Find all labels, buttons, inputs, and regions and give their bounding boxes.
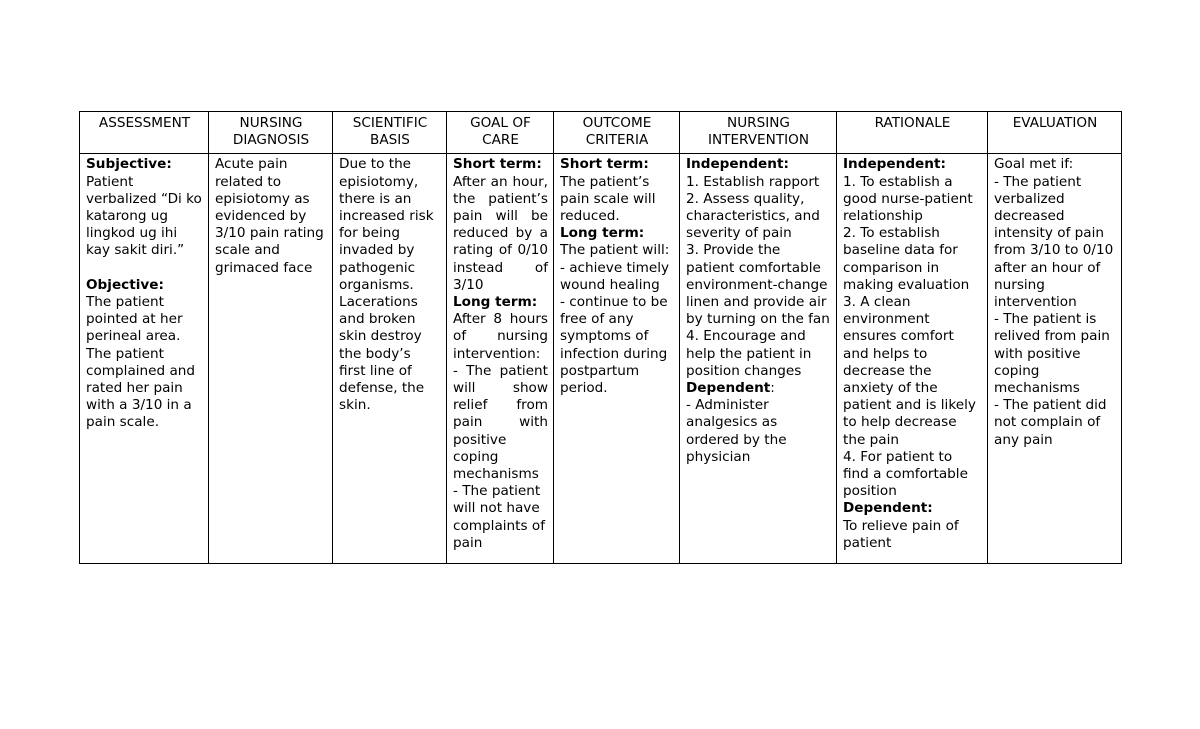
header-label-line2: CARE <box>482 132 519 149</box>
header-label-line2: DIAGNOSIS <box>232 132 310 149</box>
header-label-line2: CRITERIA <box>585 132 649 149</box>
header-label-line1: OUTCOME <box>582 115 652 131</box>
rationale-item: 4. For patient to find a comfortable position <box>843 448 968 500</box>
spacer <box>86 260 203 277</box>
outcome-short-term-label: Short term: <box>560 156 649 173</box>
objective-label: Objective: <box>86 276 164 293</box>
goal-long-term-text: After 8 hours of nursing intervention: <box>453 311 548 362</box>
outcome-cell <box>554 154 680 564</box>
goal-long-term-item: - The patient will not have complaints of pain <box>453 483 545 551</box>
evaluation-item: - The patient is relived from pain with positive coping mechanisms <box>994 311 1110 397</box>
scientific-basis-text: Due to the episiotomy, there is an increased risk for being invaded by pathogenic organisms. Lacerations and broken skin destroy the body’s first line of defense, the skin. <box>339 156 434 414</box>
intervention-item: 4. Encourage and help the patient in position changes <box>686 328 812 379</box>
diagnosis-cell <box>209 154 333 564</box>
scientific-basis-cell <box>333 154 447 564</box>
header-nursing-intervention <box>680 112 837 154</box>
assessment-cell <box>80 154 209 564</box>
header-scientific-basis <box>333 112 447 154</box>
header-rationale <box>837 112 988 154</box>
evaluation-item: - The patient verbalized decreased intensity of pain from 3/10 to 0/10 after an hour of nursing intervention <box>994 173 1114 311</box>
intervention-dependent-heading <box>686 380 831 397</box>
header-label-line1: SCIENTIFIC <box>352 115 428 131</box>
intervention-item: 3. Provide the patient comfortable environment-change linen and provide air by turning on the fan <box>686 242 830 328</box>
intervention-dependent-item: - Administer analgesics as ordered by the physician <box>686 397 787 465</box>
intervention-cell <box>680 154 837 564</box>
header-label: EVALUATION <box>1012 115 1098 131</box>
goal-cell <box>447 154 554 564</box>
rationale-independent-label: Independent: <box>843 156 946 173</box>
header-label: RATIONALE <box>874 115 951 131</box>
intervention-dependent-colon: : <box>770 380 775 397</box>
nursing-care-plan-table <box>79 111 1122 564</box>
goal-short-term-text: After an hour, the patient’s pain will be reduced by a rating of 0/10 instead of 3/10 <box>453 173 548 293</box>
subjective-text: Patient verbalized “Di ko katarong ug lingkod ug ihi kay sakit diri.” <box>86 173 202 259</box>
outcome-short-term-text: The patient’s pain scale will reduced. <box>560 173 656 225</box>
rationale-item: 3. A clean environment ensures comfort and helps to decrease the anxiety of the patient and is likely to help decrease the pain <box>843 294 976 448</box>
subjective-label: Subjective: <box>86 156 172 173</box>
rationale-cell <box>837 154 988 564</box>
header-label: ASSESSMENT <box>98 115 191 131</box>
outcome-long-term-label: Long term: <box>560 225 645 242</box>
rationale-dependent-label: Dependent: <box>843 500 933 517</box>
rationale-dependent-text: To relieve pain of patient <box>843 517 959 551</box>
evaluation-intro: Goal met if: <box>994 156 1074 173</box>
intervention-item: 2. Assess quality, characteristics, and severity of pain <box>686 190 820 242</box>
intervention-dependent-label: Dependent <box>686 380 771 397</box>
rationale-item: 1. To establish a good nurse-patient relationship <box>843 173 973 225</box>
rationale-item: 2. To establish baseline data for comparison in making evaluation <box>843 225 970 293</box>
header-label-line2: INTERVENTION <box>707 132 809 149</box>
header-label-line1: GOAL OF <box>470 115 531 131</box>
header-nursing-diagnosis <box>209 112 333 154</box>
goal-long-term-item: - The patient will show relief from pain with positive coping mechanisms <box>453 362 548 483</box>
diagnosis-text: Acute pain related to episiotomy as evidenced by 3/10 pain rating scale and grimaced face <box>215 156 324 276</box>
header-evaluation <box>988 112 1122 154</box>
header-label-line1: NURSING <box>727 115 790 131</box>
objective-text: The patient pointed at her perineal area. The patient complained and rated her pain with a 3/10 in a pain scale. <box>86 294 196 431</box>
goal-long-term-label: Long term: <box>453 294 538 311</box>
header-label-line2: BASIS <box>370 132 410 149</box>
header-goal-of-care <box>447 112 554 154</box>
content-row <box>80 154 1122 564</box>
intervention-item: 1. Establish rapport <box>686 173 820 190</box>
evaluation-item: - The patient did not complain of any pain <box>994 397 1107 448</box>
outcome-long-term-text: The patient will: <box>560 242 670 259</box>
outcome-item: - achieve timely wound healing <box>560 259 670 293</box>
header-outcome-criteria <box>554 112 680 154</box>
intervention-independent-label: Independent: <box>686 156 789 173</box>
outcome-item: - continue to be free of any symptoms of infection during postpartum period. <box>560 294 668 397</box>
evaluation-cell <box>988 154 1122 564</box>
header-assessment <box>80 112 209 154</box>
header-label-line1: NURSING <box>239 115 303 131</box>
header-row <box>80 112 1122 154</box>
goal-short-term-label: Short term: <box>453 156 542 173</box>
